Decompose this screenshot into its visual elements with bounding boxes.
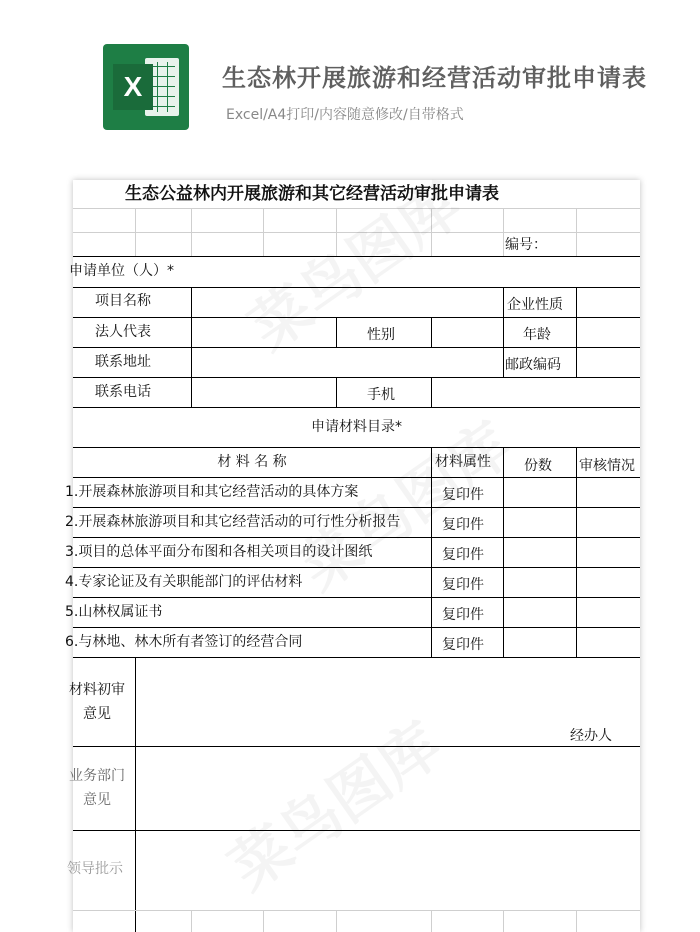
col-attribute-header: 材料属性 — [435, 454, 491, 470]
page-subtitle: Excel/A4打印/内容随意修改/自带格式 — [226, 107, 464, 123]
material-name: 2.开展森林旅游项目和其它经营活动的可行性分析报告 — [65, 514, 401, 530]
age-label: 年龄 — [523, 327, 551, 343]
legal-rep-label: 法人代表 — [95, 324, 151, 340]
initial-review-label: 材料初审 — [69, 682, 125, 698]
dept-opinion-label: 意见 — [83, 792, 111, 808]
mobile-label: 手机 — [367, 387, 395, 403]
phone-label: 联系电话 — [95, 384, 151, 400]
enterprise-type-label: 企业性质 — [507, 297, 563, 313]
material-attribute: 复印件 — [442, 547, 484, 563]
material-name: 4.专家论证及有关职能部门的评估材料 — [65, 574, 303, 590]
page-title: 生态林开展旅游和经营活动审批申请表 — [222, 64, 647, 92]
gender-label: 性别 — [367, 327, 395, 343]
material-attribute: 复印件 — [442, 607, 484, 623]
material-name: 5.山林权属证书 — [65, 604, 163, 620]
excel-icon: X — [113, 64, 153, 110]
form-sheet — [65, 180, 640, 932]
project-name-label: 项目名称 — [95, 293, 151, 309]
number-label: 编号： — [505, 237, 547, 253]
material-attribute: 复印件 — [442, 517, 484, 533]
material-attribute: 复印件 — [442, 637, 484, 653]
col-name-header: 材 料 名 称 — [217, 454, 287, 470]
material-attribute: 复印件 — [442, 577, 484, 593]
col-review-header: 审核情况 — [579, 458, 635, 474]
material-name: 6.与林地、林木所有者签订的经营合同 — [65, 634, 303, 650]
form-title: 生态公益林内开展旅游和其它经营活动审批申请表 — [125, 184, 499, 204]
applicant-label: 申请单位（人）* — [69, 263, 174, 279]
material-name: 3.项目的总体平面分布图和各相关项目的设计图纸 — [65, 544, 373, 560]
address-label: 联系地址 — [95, 354, 151, 370]
col-copies-header: 份数 — [524, 458, 552, 474]
watermark — [210, 699, 456, 907]
material-attribute: 复印件 — [442, 487, 484, 503]
postcode-label: 邮政编码 — [505, 357, 561, 373]
leader-approval-label: 领导批示 — [67, 861, 123, 877]
handler-label: 经办人 — [570, 728, 612, 744]
excel-logo — [103, 44, 189, 130]
dept-opinion-label: 业务部门 — [69, 768, 125, 784]
initial-review-label: 意见 — [83, 706, 111, 722]
material-name: 1.开展森林旅游项目和其它经营活动的具体方案 — [65, 484, 359, 500]
materials-section-title: 申请材料目录* — [311, 419, 402, 435]
